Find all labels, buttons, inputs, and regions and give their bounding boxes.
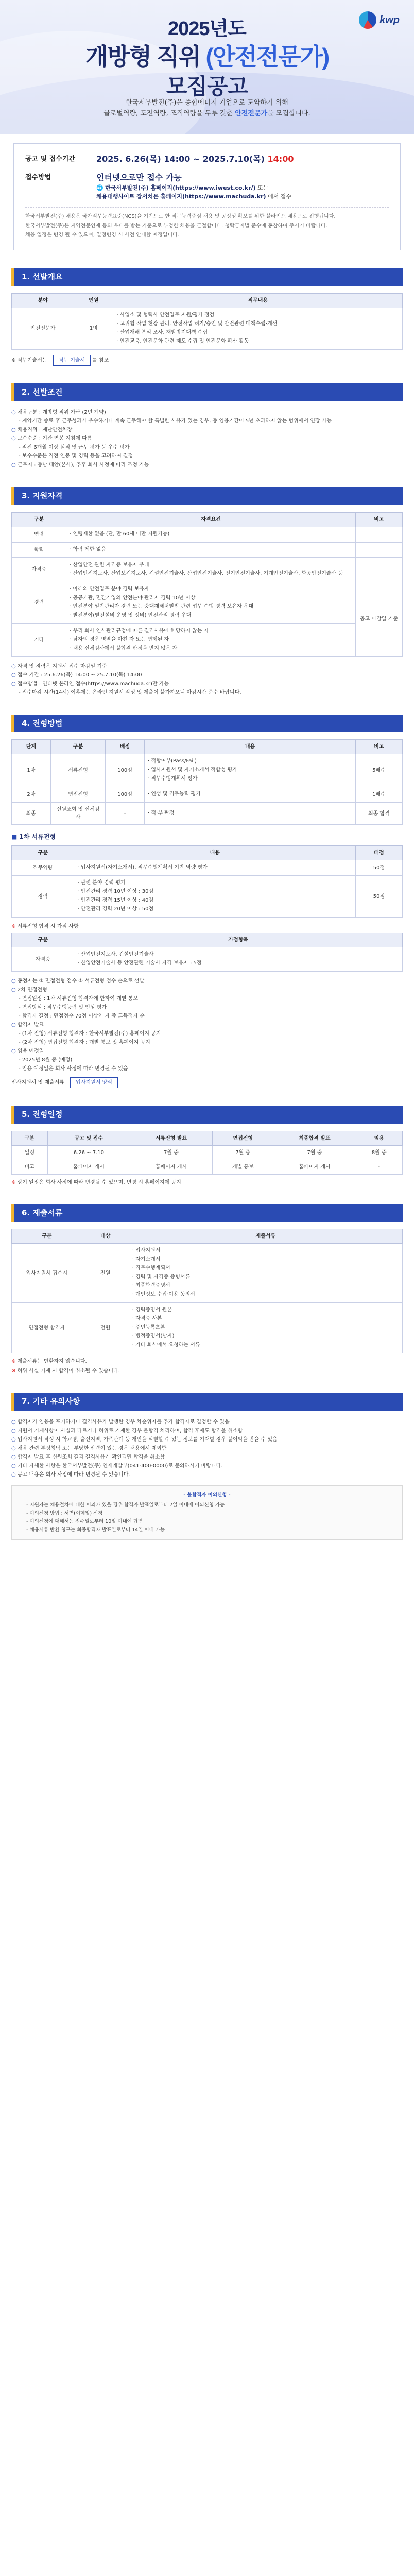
schedule-note: 한국서부발전(주)은 지역전문인재 등의 우대를 받는 기준으로 부정한 채용을 근절합니다. 청탁금지법 준수에 동참하여 주시기 바랍니다. xyxy=(25,223,327,229)
list-item: · 산업안전 관련 자격증 보유자 우대 xyxy=(70,561,352,569)
list-item: · 안전관리 경력 15년 이상 : 40점 xyxy=(77,896,352,904)
list-item: · 적·부 판정 xyxy=(148,809,352,817)
table-cell: 50점 xyxy=(355,876,402,918)
table-header: 단계 xyxy=(12,740,51,754)
table-row xyxy=(12,860,403,876)
table-cell: 1명 xyxy=(74,308,113,349)
table-header: 구분 xyxy=(12,933,74,947)
table-cell: 개별 통보 xyxy=(213,1160,273,1174)
table-row xyxy=(12,1244,403,1303)
table-cell: 면접전형 합격자 xyxy=(12,1303,82,1353)
table-cell: 기타 xyxy=(12,623,66,656)
table-row xyxy=(12,623,403,656)
section-5-body xyxy=(11,1131,403,1187)
section-7-body xyxy=(11,1418,403,1540)
table-header: 공고 및 접수 xyxy=(47,1131,130,1145)
section-3 xyxy=(11,487,403,697)
table-cell xyxy=(355,557,402,582)
list-item: · 입사지원서 및 자기소개서 적합성 평가 xyxy=(148,766,352,774)
list-item: ○ 2차 면접전형 xyxy=(11,986,403,994)
table-header: 비고 xyxy=(355,740,402,754)
table-cell: 경력 xyxy=(12,876,74,918)
table-header: 내용 xyxy=(145,740,356,754)
section-6-body xyxy=(11,1229,403,1375)
table-header: 제출서류 xyxy=(129,1229,402,1244)
list-item: · 적합여부(Pass/Fail) xyxy=(148,757,352,765)
section-2-body xyxy=(11,408,403,469)
table-cell xyxy=(129,1244,402,1303)
table-cell: 서류전형 xyxy=(50,754,105,787)
table-cell xyxy=(74,947,403,972)
list-item: ○ 합격자 발표 후 신원조회 결과 결격사유가 확인되면 합격을 취소함 xyxy=(11,1453,403,1462)
list-item: · 자기소개서 xyxy=(132,1256,399,1263)
table-cell: 1차 xyxy=(12,754,51,787)
list-item: ○ 기타 자세한 사항은 한국서부발전(주) 인재개발부(041-400-0000)로 문의하시기 바랍니다. xyxy=(11,1462,403,1470)
table-row xyxy=(12,308,403,349)
list-item: - 면접일정 : 1차 서류전형 합격자에 한하여 개별 통보 xyxy=(11,994,403,1003)
bonus-note: ※ 서류전형 합격 시 가점 사항 xyxy=(11,923,403,930)
list-item: · 인성 및 직무능력 평가 xyxy=(148,790,352,798)
list-item: - 직전 6개월 이상 실적 및 근무 평가 등 우수 평가 xyxy=(11,443,403,452)
method-link-1[interactable]: 한국서부발전(주) 홈페이지(https://www.iwest.co.kr/) xyxy=(105,184,256,191)
list-item: ○ 동점자는 ① 면접전형 점수 ② 서류전형 점수 순으로 선발 xyxy=(11,977,403,986)
table-header-row xyxy=(12,740,403,754)
hero-title-main: 개방형 직위 xyxy=(85,43,200,70)
table-header: 구분 xyxy=(12,846,74,860)
table-cell: 홈페이지 게시 xyxy=(47,1160,130,1174)
schedule-method-label: 접수방법 xyxy=(25,174,51,181)
hero-year: 2025년도 xyxy=(168,18,246,40)
table-cell: 100점 xyxy=(106,787,145,803)
section-1 xyxy=(11,268,403,366)
table-row xyxy=(12,803,403,825)
list-item: · 남자의 경우 병역을 마친 자 또는 면제된 자 xyxy=(70,636,352,643)
list-item: - 2025년 8월 중 (예정) xyxy=(11,1056,403,1064)
table-header-row xyxy=(12,293,403,308)
section-1-body xyxy=(11,293,403,366)
method-line2-tail: 에서 접수 xyxy=(268,193,292,200)
list-item: - 이의신청에 대해서는 접수일로부터 10일 이내에 답변 xyxy=(19,1518,395,1526)
table-cell: 면접전형 xyxy=(50,787,105,803)
schedule-notes xyxy=(25,207,389,239)
table-cell: 최종 xyxy=(12,803,51,825)
list-item: · 고위험 작업 현장 관리, 안전작업 허가/승인 및 안전관련 대책수립·개선 xyxy=(116,320,399,328)
hero-title-paren: (안전전문가) xyxy=(205,43,329,70)
table-cell xyxy=(74,876,355,918)
process-table xyxy=(11,739,403,825)
table-cell: 최종 합격 xyxy=(355,803,402,825)
qualification-table xyxy=(11,512,403,657)
table-cell xyxy=(129,1303,402,1353)
list-item: ○ 채용직위 : 재난안전처장 xyxy=(11,426,403,434)
table-cell xyxy=(145,803,356,825)
table-row xyxy=(12,527,403,542)
table-cell: 연령 xyxy=(12,527,66,542)
intro-post: 를 모집합니다. xyxy=(267,109,310,117)
sub-title: ■ 1차 서류전형 xyxy=(11,832,403,841)
section-4 xyxy=(11,715,403,1089)
section-1-title: 1. 선발개요 xyxy=(11,268,403,286)
list-item: - 면접방식 : 직무수행능력 및 인성 평가 xyxy=(11,1003,403,1012)
intro-pre: 글로벌역량, 도전역량, 조직역량을 두루 갖춘 xyxy=(104,109,233,117)
section-3-title: 3. 지원자격 xyxy=(11,487,403,505)
schedule-table-note: ※ 상기 일정은 회사 사정에 따라 변경될 수 있으며, 변경 시 홈페이지에 공지 xyxy=(11,1179,403,1187)
list-item: - (1차 전형) 서류전형 합격자 : 한국서부발전(주) 홈페이지 공지 xyxy=(11,1029,403,1038)
list-item: ○ 합격자 발표 xyxy=(11,1021,403,1029)
appeal-box xyxy=(11,1485,403,1540)
section-7 xyxy=(11,1393,403,1540)
schedule-table xyxy=(11,1131,403,1175)
table-row xyxy=(12,542,403,557)
table-row xyxy=(12,1303,403,1353)
list-item: ○ 채용구분 : 개방형 직위 가급 (2년 계약) xyxy=(11,408,403,417)
intro-highlight: 안전전문가 xyxy=(235,109,268,117)
method-line2 xyxy=(96,193,291,201)
list-item: · 산업안전지도사, 산업보건지도사, 건설안전기술사, 산업안전기술사, 전기안전기술사, 기계안전기술사, 화공안전기술사 등 xyxy=(70,570,352,578)
list-item: ○ 접수 기간 : 25.6.26(목) 14:00 ~ 25.7.10(목) 14:00 xyxy=(11,671,403,680)
bonus-table xyxy=(11,933,403,972)
table-cell xyxy=(66,623,356,656)
section-6-title: 6. 제출서류 xyxy=(11,1204,403,1222)
list-item: - 보수수준은 직전 연봉 및 경력 등을 고려하여 결정 xyxy=(11,452,403,461)
table-header-row xyxy=(12,512,403,527)
table-header: 가점항목 xyxy=(74,933,403,947)
section-2-title: 2. 선발조건 xyxy=(11,383,403,401)
list-item: - (2차 전형) 면접전형 합격자 : 개별 통보 및 홈페이지 공지 xyxy=(11,1038,403,1047)
selection-table xyxy=(11,293,403,350)
list-item: ○ 보수수준 : 기관 연봉 지침에 따름 xyxy=(11,434,403,443)
evaluation-table xyxy=(11,845,403,918)
table-header: 비고 xyxy=(355,512,402,527)
hero-title xyxy=(0,14,414,103)
table-header-row xyxy=(12,933,403,947)
table-header: 임용 xyxy=(356,1131,402,1145)
table-header: 구분 xyxy=(12,1131,48,1145)
table-header: 최종합격 발표 xyxy=(273,1131,356,1145)
list-item: - 계약기간 종료 후 근무성과가 우수하거나 계속 근무해야 할 특별한 사유가 있는 경우, 총 임용기간이 5년 초과하지 않는 범위에서 연장 가능 xyxy=(11,417,403,426)
form-link-label: 입사지원서 및 제출서류 xyxy=(11,1080,64,1086)
form-link-row xyxy=(11,1077,403,1088)
list-item: ○ 근무지 : 충남 태안(본사), 추후 회사 사정에 따라 조정 가능 xyxy=(11,461,403,469)
table-cell xyxy=(66,542,356,557)
list-item: ○ 합격자가 임용을 포기하거나 결격사유가 발생한 경우 차순위자를 추가 합격자로 결정할 수 있음 xyxy=(11,1418,403,1427)
section-5-title: 5. 전형일정 xyxy=(11,1106,403,1124)
table-cell: 6.26 ~ 7.10 xyxy=(47,1145,130,1160)
hero-intro xyxy=(0,98,414,120)
table-cell: 50점 xyxy=(355,860,402,876)
table-header-row xyxy=(12,846,403,860)
list-item: · 경력 및 자격증 증빙서류 xyxy=(132,1273,399,1281)
table-row xyxy=(12,876,403,918)
list-item: · 개인정보 수집·이용 동의서 xyxy=(132,1291,399,1298)
appeal-title: - 불합격자 이의신청 - xyxy=(183,1492,231,1498)
list-item: · 자격증 사본 xyxy=(132,1315,399,1323)
table-row xyxy=(12,1160,403,1174)
schedule-box xyxy=(13,143,401,250)
table-cell xyxy=(355,527,402,542)
list-item: - 채용서류 반환 청구는 최종합격자 발표일로부터 14일 이내 가능 xyxy=(19,1526,395,1534)
list-item: ○ 접수방법 : 인터넷 온라인 접수(https://www.machuda.kr)만 가능 xyxy=(11,680,403,688)
table-cell: 경력 xyxy=(12,582,66,623)
list-item: · 아래의 안전업무 분야 경력 보유자 xyxy=(70,585,352,593)
hero-intro-line1: 한국서부발전(주)은 종합에너지 기업으로 도약하기 위해 xyxy=(126,99,288,107)
documents-note: ※ 제출서류는 반환하지 않습니다. xyxy=(11,1358,403,1365)
table-header: 면접전형 xyxy=(213,1131,273,1145)
method-line1 xyxy=(96,184,291,193)
list-item: · 산업안전지도사, 건설안전기술사 xyxy=(77,951,399,958)
list-item: · 발전분야(발전설비 운영 및 정비) 안전관리 경력 우대 xyxy=(70,612,352,619)
schedule-note: 한국서부발전(주) 채용은 국가직무능력표준(NCS)을 기반으로 한 직무능력중심 채용 및 공정성 확보를 위한 블라인드 채용으로 진행됩니다. xyxy=(25,214,336,219)
table-cell: 7월 중 xyxy=(130,1145,212,1160)
documents-table xyxy=(11,1229,403,1353)
table-cell: 직무역량 xyxy=(12,860,74,876)
table-cell: 안전전문가 xyxy=(12,308,74,349)
application-form-button[interactable]: 입사지원서 양식 xyxy=(70,1077,118,1088)
schedule-period-row xyxy=(25,153,389,165)
table-header: 구분 xyxy=(12,512,66,527)
table-cell: 1배수 xyxy=(355,787,402,803)
table-cell: 학력 xyxy=(12,542,66,557)
section-3-notes xyxy=(11,662,403,697)
method-line1-tail: 또는 xyxy=(257,184,269,191)
list-item: - 접수마감 시간(14시) 이후에는 온라인 지원서 작성 및 제출이 불가하오니 마감시간 준수 바랍니다. xyxy=(11,688,403,697)
table-header: 구분 xyxy=(50,740,105,754)
list-item: · 안전교육, 안전문화 관련 제도 수립 및 안전문화 확산 활동 xyxy=(116,337,399,345)
logo-text: kwp xyxy=(380,14,400,26)
list-item: · 입사지원서 xyxy=(132,1247,399,1255)
hero-main-title xyxy=(0,44,414,70)
list-item: · 입사지원서(자기소개서), 직무수행계획서 기반 역량 평가 xyxy=(77,863,352,871)
list-item: · 경력증명서 원본 xyxy=(132,1306,399,1314)
globe-icon: 🌐 xyxy=(96,184,106,191)
list-item: · 우리 회사 인사관리규정에 따른 결격사유에 해당하지 않는 자 xyxy=(70,627,352,635)
list-item: · 병적증명서(남자) xyxy=(132,1332,399,1340)
list-item: ○ 지원서 기재사항이 사실과 다르거나 허위로 기재한 경우 불합격 처리하며, 합격 후에도 합격을 취소함 xyxy=(11,1427,403,1435)
schedule-method-row xyxy=(25,172,389,201)
table-header: 인원 xyxy=(74,293,113,308)
list-item: · 최종학력증명서 xyxy=(132,1282,399,1290)
section-4-title: 4. 전형방법 xyxy=(11,715,403,733)
table-cell: 일정 xyxy=(12,1145,48,1160)
list-item: · 연령제한 없음 (단, 만 60세 미만 지원가능) xyxy=(70,530,352,538)
table-cell: 홈페이지 게시 xyxy=(130,1160,212,1174)
list-item: · 안전관리 경력 10년 이상 : 30점 xyxy=(77,888,352,895)
table-cell: 홈페이지 게시 xyxy=(273,1160,356,1174)
list-item: - 임용 예정일은 회사 사정에 따라 변경될 수 있음 xyxy=(11,1064,403,1073)
table-header: 배점 xyxy=(355,846,402,860)
list-item: · 학력 제한 없음 xyxy=(70,546,352,553)
list-item: · 안전관리 경력 20년 이상 : 50점 xyxy=(77,905,352,913)
table-header: 내용 xyxy=(74,846,355,860)
table-header: 자격요건 xyxy=(66,512,356,527)
list-item: · 직무수행계획서 평가 xyxy=(148,775,352,783)
section-6 xyxy=(11,1204,403,1376)
guide-label: ※ 직무기술서는 xyxy=(11,357,47,363)
list-item: - 지원자는 채용절차에 대한 이의가 있을 경우 합격자 발표일로부터 7일 이내에 이의신청 가능 xyxy=(19,1501,395,1510)
documents-note: ※ 허위 사실 기재 시 합격이 취소될 수 있습니다. xyxy=(11,1367,403,1375)
section-4-body xyxy=(11,739,403,1088)
table-row xyxy=(12,787,403,803)
list-item: · 직무수행계획서 xyxy=(132,1264,399,1272)
table-cell xyxy=(66,557,356,582)
hero-sub-title: 모집공고 xyxy=(166,74,248,98)
table-cell: 자격증 xyxy=(12,947,74,972)
list-item: · 안전분야 일반관리자 경력 또는 중대재해처벌법 관련 업무 수행 경력 보유자 우대 xyxy=(70,603,352,611)
list-item: · 채용 신체검사에서 불합격 판정을 받지 않은 자 xyxy=(70,645,352,652)
table-row xyxy=(12,1145,403,1160)
table-cell: 2차 xyxy=(12,787,51,803)
table-header-row xyxy=(12,1131,403,1145)
list-item: ○ 공고 내용은 회사 사정에 따라 변경될 수 있습니다. xyxy=(11,1470,403,1479)
list-item: - 합격자 결정 : 면접점수 70점 이상인 자 중 고득점자 순 xyxy=(11,1012,403,1021)
table-cell: 비고 xyxy=(12,1160,48,1174)
table-header: 서류전형 발표 xyxy=(130,1131,212,1145)
table-cell: 전원 xyxy=(82,1244,129,1303)
table-header: 직무내용 xyxy=(113,293,403,308)
list-item: ○ 채용 관련 부정청탁 또는 부당한 압력이 있는 경우 채용에서 제외함 xyxy=(11,1444,403,1453)
list-item: · 주민등록초본 xyxy=(132,1324,399,1331)
method-link-2[interactable]: 채용대행사이트 잡서치몬 홈페이지(https://www.machuda.kr) xyxy=(96,193,266,200)
list-item: · 산업재해 분석 조사, 재발방지대책 수립 xyxy=(116,329,399,336)
schedule-method-body xyxy=(96,172,291,201)
list-item: - 이의신청 방법 : 서면(이메일) 신청 xyxy=(19,1510,395,1518)
table-cell xyxy=(66,582,356,623)
table-cell: 8월 중 xyxy=(356,1145,402,1160)
section-5 xyxy=(11,1106,403,1187)
hero-banner xyxy=(0,0,414,134)
table-cell: 5배수 xyxy=(355,754,402,787)
table-cell xyxy=(113,308,403,349)
table-row xyxy=(12,582,403,623)
hero-intro-line2 xyxy=(0,109,414,120)
table-cell xyxy=(355,542,402,557)
table-cell xyxy=(66,527,356,542)
list-item: ○ 입사지원서 작성 시 학교명, 출신지역, 가족관계 등 개인을 식별할 수 있는 정보를 기재할 경우 불이익을 받을 수 있음 xyxy=(11,1435,403,1444)
period-time: 14:00 xyxy=(267,154,294,164)
table-header: 배점 xyxy=(106,740,145,754)
method-value: 인터넷으로만 접수 가능 xyxy=(96,173,182,182)
table-header: 분야 xyxy=(12,293,74,308)
list-item: ○ 자격 및 경력은 지원서 접수 마감일 기준 xyxy=(11,662,403,671)
table-row xyxy=(12,947,403,972)
list-item: · 기타 회사에서 요청하는 서류 xyxy=(132,1341,399,1349)
table-cell: - xyxy=(356,1160,402,1174)
guide-tail: 를 참조 xyxy=(92,357,109,363)
period-value: 2025. 6.26(목) 14:00 ~ 2025.7.10(목) xyxy=(96,154,265,164)
table-row xyxy=(12,754,403,787)
table-cell xyxy=(145,787,356,803)
table-cell: 7월 중 xyxy=(273,1145,356,1160)
table-header-row xyxy=(12,1229,403,1244)
table-header: 대상 xyxy=(82,1229,129,1244)
table-cell: 7월 중 xyxy=(213,1145,273,1160)
table-cell: 전원 xyxy=(82,1303,129,1353)
list-item: · 공공기관, 민간기업의 안전분야 관리자 경력 10년 이상 xyxy=(70,594,352,602)
section-4-notes xyxy=(11,977,403,1073)
table-cell: 신원조회 및 신체검사 xyxy=(50,803,105,825)
table-row xyxy=(12,557,403,582)
list-item: · 사업소 및 협력사 안전업무 지원/평가 점검 xyxy=(116,311,399,319)
schedule-period-value xyxy=(96,153,294,165)
list-item: · 산업안전기술사 등 안전관련 기술사 자격 보유자 : 5점 xyxy=(77,959,399,967)
section-7-title: 7. 기타 유의사항 xyxy=(11,1393,403,1411)
table-cell: 공고 마감일 기준 xyxy=(355,582,402,656)
table-cell: 100점 xyxy=(106,754,145,787)
table-header: 구분 xyxy=(12,1229,82,1244)
table-cell: 자격증 xyxy=(12,557,66,582)
section-3-body xyxy=(11,512,403,697)
table-cell xyxy=(74,860,355,876)
schedule-note: 채용 일정은 변경 될 수 있으며, 일정변경 시 사전 안내할 예정입니다. xyxy=(25,232,179,238)
schedule-period-label: 공고 및 접수기간 xyxy=(25,155,75,163)
job-description-button[interactable]: 직무 기술서 xyxy=(53,355,91,366)
list-item: ○ 임용 예정일 xyxy=(11,1047,403,1056)
table-cell: 입사지원서 접수시 xyxy=(12,1244,82,1303)
section-2 xyxy=(11,383,403,470)
table-cell: - xyxy=(106,803,145,825)
table-cell xyxy=(145,754,356,787)
list-item: · 관련 분야 경력 평가 xyxy=(77,879,352,887)
job-guide-row xyxy=(11,355,403,366)
